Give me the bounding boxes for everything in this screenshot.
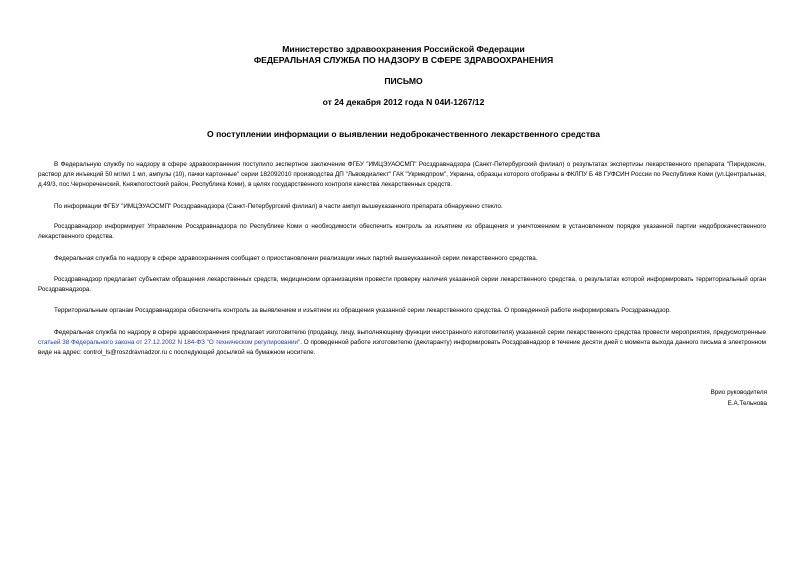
signature-name: Е.А.Тельнова <box>727 400 767 407</box>
service-name: ФЕДЕРАЛЬНАЯ СЛУЖБА ПО НАДЗОРУ В СФЕРЕ ЗДРАВООХРАНЕНИЯ <box>253 55 554 65</box>
paragraph-2: По информации ФГБУ "ИМЦЭУАОСМП" Росздравнадзора (Санкт-Петербургский филиал) в части ампул вышеуказанного препарата обнаружено стекло. <box>54 203 503 210</box>
document-subject: О поступлении информации о выявлении недоброкачественного лекарственного средства <box>207 129 600 139</box>
paragraph-7 <box>38 328 766 358</box>
paragraph-7-text-before: Федеральная служба по надзору в сфере здравоохранения предлагает изготовителю (продавцу, лицу, выполняющему функции иностранного изготовителя) указанной серии лекарственного средства провести мероприятия, предусмотренные <box>54 329 766 336</box>
ministry-name: Министерство здравоохранения Российской Федерации <box>282 44 525 54</box>
paragraph-5: Росздравнадзор предлагает субъектам обращения лекарственных средств, медицинским организациям провести проверку наличия указанной серии лекарственного средства, о результатах которой информировать территориальный орган Росздравнадзора. <box>38 276 766 293</box>
law-article-link[interactable]: статьей 38 Федерального закона от 27.12.2002 N 184-ФЗ "О техническом регулировании" <box>38 339 301 346</box>
paragraph-7-text-after: . О проведенной работе изготовителю (декларанту) информировать Росздравнадзор в течение десяти дней с момента выхода данного письма в электронном виде на адрес: control_ls@roszdravnadzor.ru с последующей досылкой на бумажном носителе. <box>38 339 766 356</box>
signature-position: Врио руководителя <box>710 389 767 396</box>
paragraph-6: Территориальным органам Росздравнадзора обеспечить контроль за выявлением и изъятием из обращения указанной серии лекарственного средства. О проведенной работе информировать Росздравнадзор. <box>54 307 671 314</box>
paragraph-4: Федеральная служба по надзору в сфере здравоохранения сообщает о приостановлении реализации иных партий вышеуказанной серии лекарственного средства. <box>54 255 538 262</box>
document-type: ПИСЬМО <box>384 76 423 86</box>
paragraph-3: Росздравнадзор информирует Управление Росздравнадзора по Республике Коми о необходимости обеспечить контроль за изъятием из обращения и уничтожением в установленном порядке указанной партии недоброкачественного лекарственного средства. <box>38 223 766 240</box>
paragraph-1: В Федеральную службу по надзору в сфере здравоохранения поступило экспертное заключение ФГБУ "ИМЦЭУАОСМП" Росздравнадзора (Санкт-Петербургский филиал) о результатах экспертизы лекарственного препарата "Пиридоксин, раствор для инъекций 50 мг/мл 1 мл, ампулы (10), пачки картонные" серии 182092010 производства ДП "Львовдиалект" ГАК "Укрмедпром", Украина, образцы которого отобраны в ФКЛПУ Б 48 ГУФСИН России по Республике Коми (ул.Центральная, д.49/3, пос.Чернореченский, Княжпогостский район, Республика Коми), в целях государственного контроля качества лекарственных средств. <box>38 161 766 188</box>
document-date-number: от 24 декабря 2012 года N 04И-1267/12 <box>322 97 485 107</box>
